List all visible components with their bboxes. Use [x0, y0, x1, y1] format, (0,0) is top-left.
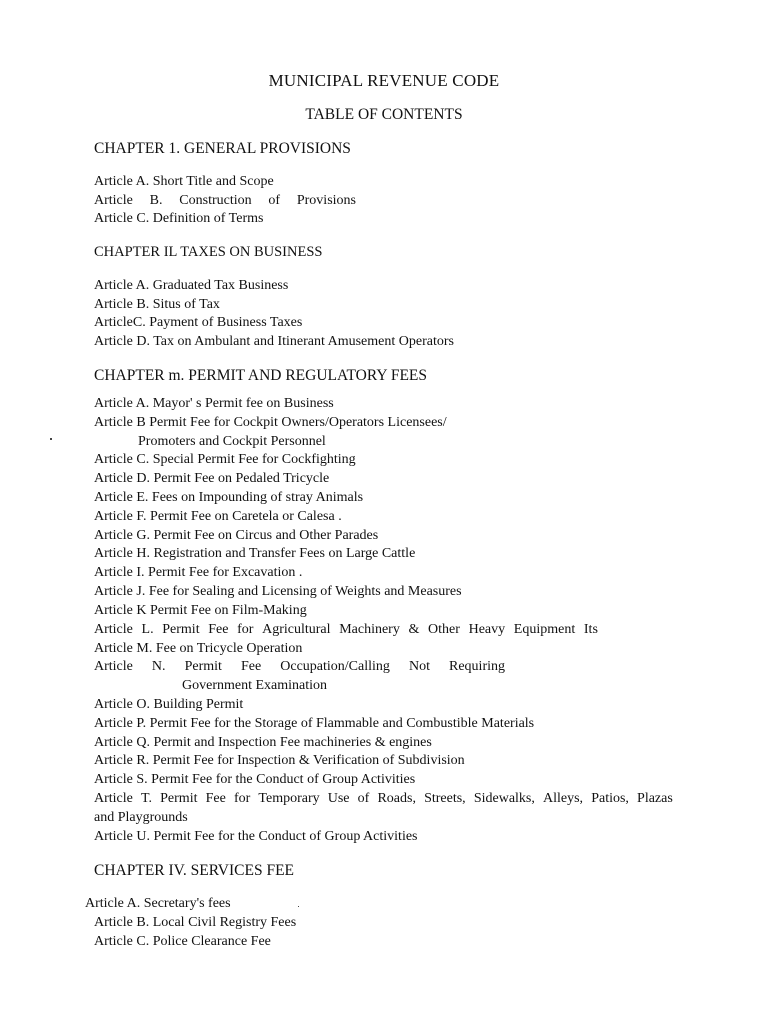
chapter-3-article-s: Article S. Permit Fee for the Conduct of Group Activities [94, 772, 416, 787]
justified-word: N. [151, 659, 166, 674]
chapter-4-article-a: Article A. Secretary's fees [85, 896, 231, 911]
chapter-3-article-l [94, 621, 598, 639]
justified-word: Article [94, 622, 133, 637]
document-title: MUNICIPAL REVENUE CODE [268, 71, 500, 90]
chapter-3-article-a: Article A. Mayor' s Permit fee on Business [94, 396, 334, 411]
chapter-3-article-r: Article R. Permit Fee for Inspection & Verification of Subdivision [94, 753, 465, 768]
justified-word: B. [149, 193, 163, 208]
justified-word: Permit [162, 622, 200, 637]
chapter-2-article-c: ArticleC. Payment of Business Taxes [94, 315, 303, 330]
justified-word: Article [94, 659, 133, 674]
justified-word: Occupation/Calling [280, 659, 390, 674]
justified-word: Provisions [296, 193, 356, 208]
justified-word: Permit [160, 791, 198, 806]
scan-speck [50, 438, 52, 440]
justified-word: Heavy [468, 622, 506, 637]
justified-word: Streets, [424, 791, 466, 806]
chapter-3-article-i: Article I. Permit Fee for Excavation . [94, 565, 303, 580]
chapter-3-heading: CHAPTER m. PERMIT AND REGULATORY FEES [94, 367, 428, 384]
justified-word: Roads, [377, 791, 416, 806]
justified-word: Fee [208, 622, 229, 637]
chapter-1-article-b [94, 192, 356, 210]
justified-word: Article [94, 791, 133, 806]
chapter-1-heading: CHAPTER 1. GENERAL PROVISIONS [94, 140, 351, 157]
justified-word: L. [141, 622, 154, 637]
chapter-3-article-k: Article K Permit Fee on Film-Making [94, 603, 307, 618]
chapter-3-article-b-continuation: Promoters and Cockpit Personnel [138, 434, 326, 449]
chapter-3-article-g: Article G. Permit Fee on Circus and Other Parades [94, 528, 379, 543]
table-of-contents-heading: TABLE OF CONTENTS [305, 106, 463, 123]
justified-word: Fee [240, 659, 262, 674]
chapter-3-article-e: Article E. Fees on Impounding of stray Animals [94, 490, 364, 505]
chapter-2-article-a: Article A. Graduated Tax Business [94, 278, 289, 293]
justified-word: Construction [179, 193, 252, 208]
justified-word: Temporary [258, 791, 320, 806]
chapter-3-article-p: Article P. Permit Fee for the Storage of Flammable and Combustible Materials [94, 716, 535, 731]
justified-word: for [237, 622, 254, 637]
chapter-4-heading: CHAPTER IV. SERVICES FEE [94, 862, 295, 879]
chapter-3-article-c: Article C. Special Permit Fee for Cockfighting [94, 452, 356, 467]
chapter-3-article-f: Article F. Permit Fee on Caretela or Calesa . [94, 509, 342, 524]
chapter-1-article-c: Article C. Definition of Terms [94, 211, 264, 226]
chapter-3-article-j: Article J. Fee for Sealing and Licensing of Weights and Measures [94, 584, 462, 599]
chapter-2-article-b: Article B. Situs of Tax [94, 297, 220, 312]
justified-word: Article [94, 193, 133, 208]
justified-word: T. [141, 791, 153, 806]
justified-word: Fee [205, 791, 226, 806]
chapter-3-article-n-continuation: Government Examination [182, 678, 328, 693]
chapter-3-article-d: Article D. Permit Fee on Pedaled Tricycle [94, 471, 330, 486]
chapter-1-article-a: Article A. Short Title and Scope [94, 174, 274, 189]
justified-word: Requiring [449, 659, 505, 674]
justified-word: Sidewalks, [473, 791, 535, 806]
chapter-3-article-q: Article Q. Permit and Inspection Fee machineries & engines [94, 735, 432, 750]
justified-word: & [408, 622, 420, 637]
chapter-2-heading: CHAPTER IL TAXES ON BUSINESS [94, 244, 323, 260]
chapter-3-article-h: Article H. Registration and Transfer Fees on Large Cattle [94, 546, 416, 561]
chapter-3-article-t [94, 790, 673, 808]
justified-word: Agricultural [262, 622, 331, 637]
chapter-3-article-o: Article O. Building Permit [94, 697, 244, 712]
justified-word: Patios, [591, 791, 629, 806]
chapter-3-article-b: Article B Permit Fee for Cockpit Owners/Operators Licensees/ [94, 415, 447, 430]
chapter-4-article-c: Article C. Police Clearance Fee [94, 934, 271, 949]
justified-word: Other [428, 622, 460, 637]
chapter-3-article-m: Article M. Fee on Tricycle Operation [94, 641, 303, 656]
justified-word: Not [408, 659, 430, 674]
chapter-3-article-n [94, 658, 505, 676]
justified-word: Alleys, [543, 791, 584, 806]
chapter-4-article-b: Article B. Local Civil Registry Fees [94, 915, 297, 930]
chapter-3-article-u: Article U. Permit Fee for the Conduct of Group Activities [94, 829, 418, 844]
justified-word: of [357, 791, 370, 806]
chapter-3-article-t-continuation: and Playgrounds [94, 810, 188, 825]
justified-word: of [268, 193, 281, 208]
chapter-2-article-d: Article D. Tax on Ambulant and Itinerant Amusement Operators [94, 334, 454, 349]
justified-word: Equipment [513, 622, 576, 637]
justified-word: for [233, 791, 251, 806]
justified-word: Permit [184, 659, 222, 674]
scan-speck [298, 906, 299, 907]
justified-word: Machinery [339, 622, 400, 637]
justified-word: Use [327, 791, 350, 806]
justified-word: Plazas [637, 791, 673, 806]
justified-word: Its [583, 622, 598, 637]
